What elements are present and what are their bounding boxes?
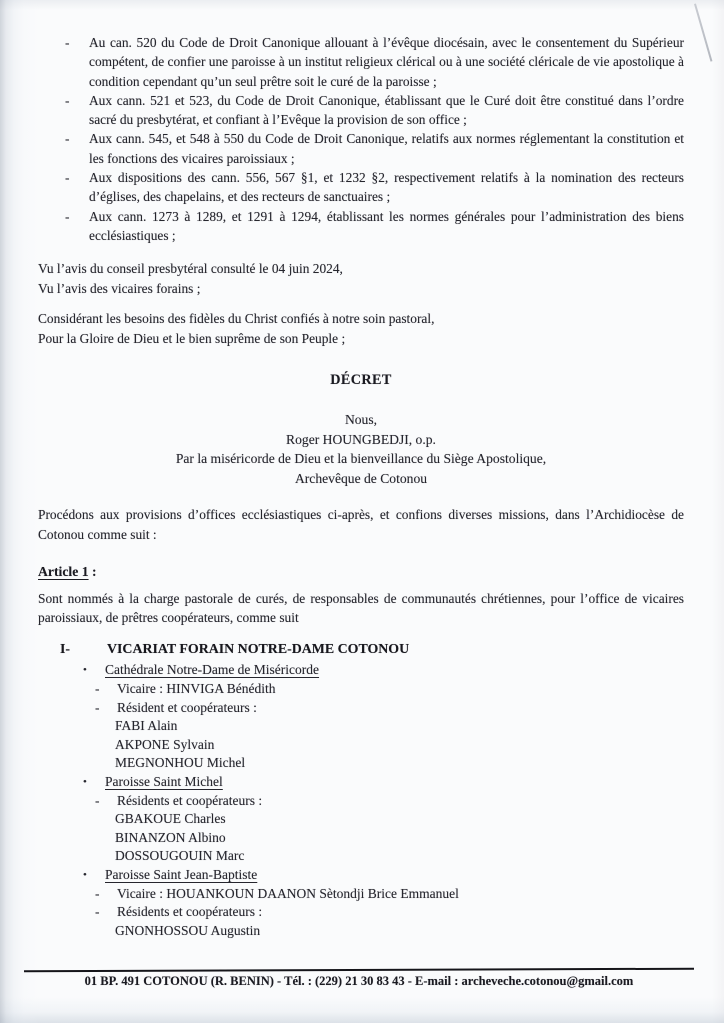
assignment-entry bbox=[38, 736, 684, 755]
dash-marker: - bbox=[95, 885, 100, 901]
canon-citations-list bbox=[38, 33, 684, 245]
parish-name: Paroisse Saint Jean-Baptiste bbox=[105, 866, 258, 882]
canon-citation-item bbox=[38, 207, 684, 246]
dash-marker: - bbox=[95, 680, 100, 696]
canon-citation-text: Aux cann. 521 et 523, du Code de Droit Canonique, établissant que le Curé doit être constitué dans l’ordre sacré du presbytérat, et confiant à l’Evêque la provision de son office ; bbox=[89, 92, 684, 128]
assignment-text: Résidents et coopérateurs : bbox=[117, 792, 263, 808]
authority-line: Nous, bbox=[344, 411, 378, 427]
assignment-text: GNONHOSSOU Augustin bbox=[115, 922, 261, 938]
assignment-entry bbox=[38, 810, 684, 829]
assignment-entry bbox=[38, 829, 684, 848]
dash-marker: - bbox=[65, 131, 70, 147]
issuing-authority bbox=[38, 410, 684, 488]
canon-citation-text: Au can. 520 du Code de Droit Canonique allouant à l’évêque diocésain, avec le consentement du Supérieur compétent, de confier une paroisse à un institut religieux clérical ou à une société cléricale de vie apostolique à condition cependant qu’un seul prêtre soit le curé de la paroisse ; bbox=[89, 35, 684, 89]
assignment-text: BINANZON Albino bbox=[115, 829, 226, 845]
canon-citation-text: Aux dispositions des cann. 556, 567 §1, et 1232 §2, respectivement relatifs à la nomination des recteurs d’églises, des chapelains, et des recteurs de sanctuaires ; bbox=[89, 170, 684, 205]
footer-contact-info: 01 BP. 491 COTONOU (R. BENIN) - Tél. : (229) 21 30 83 43 - E-mail : archeveche.cotonou@gmail.com bbox=[84, 974, 634, 988]
assignment-text: FABI Alain bbox=[115, 718, 178, 734]
parish-heading-row bbox=[38, 866, 684, 885]
parish-name: Paroisse Saint Michel bbox=[105, 773, 223, 789]
decree-title: DÉCRET bbox=[330, 371, 392, 388]
dash-marker: - bbox=[65, 35, 70, 50]
assignment-entry bbox=[38, 680, 684, 699]
assignment-entry bbox=[38, 903, 684, 922]
assignment-entry bbox=[38, 885, 684, 904]
vu-statements bbox=[38, 259, 684, 298]
provisions-intro-paragraph: Procédons aux provisions d’offices ecclésiastiques ci-après, et confions diverses missions, dans l’Archidiocèse de Cotonou comme suit : bbox=[38, 507, 684, 543]
assignment-text: Vicaire : HINVIGA Bénédith bbox=[117, 680, 276, 696]
assignment-entry bbox=[38, 717, 684, 736]
dash-marker: - bbox=[95, 792, 100, 808]
considerant-line: Considérant les besoins des fidèles du Christ confiés à notre soin pastoral, bbox=[38, 311, 435, 327]
assignment-text: Vicaire : HOUANKOUN DAANON Sètondji Brice Emmanuel bbox=[117, 885, 459, 901]
bullet-marker: • bbox=[83, 664, 87, 677]
authority-line: Archevêque de Cotonou bbox=[294, 470, 428, 486]
bullet-marker: • bbox=[83, 775, 87, 788]
vicariat-section bbox=[38, 641, 684, 941]
canon-citation-item bbox=[38, 168, 684, 207]
article-1-intro: Sont nommés à la charge pastorale de curés, de responsables de communautés chrétiennes, pour l’office de vicaires paroissiaux, de prêtres coopérateurs, comme suit bbox=[38, 590, 684, 626]
assignment-text: GBAKOUE Charles bbox=[115, 811, 226, 827]
assignment-text: DOSSOUGOUIN Marc bbox=[115, 848, 245, 864]
assignment-entry bbox=[38, 699, 684, 718]
assignment-text: Résident et coopérateurs : bbox=[117, 699, 257, 715]
assignment-entry bbox=[38, 792, 684, 811]
dash-marker: - bbox=[65, 92, 70, 108]
assignment-text: MEGNONHOU Michel bbox=[115, 755, 246, 771]
letterhead-footer bbox=[24, 969, 694, 989]
vu-line: Vu l’avis du conseil presbytéral consulté le 04 juin 2024, bbox=[38, 261, 343, 277]
authority-line: Par la miséricorde de Dieu et la bienveillance du Siège Apostolique, bbox=[175, 451, 547, 467]
assignment-entry bbox=[38, 754, 684, 773]
authority-line: Roger HOUNGBEDJI, o.p. bbox=[286, 431, 436, 447]
section-numeral: I- bbox=[60, 641, 71, 657]
canon-citation-item bbox=[38, 33, 684, 91]
dash-marker: - bbox=[95, 699, 100, 715]
assignment-entry bbox=[38, 922, 684, 941]
parish-name: Cathédrale Notre-Dame de Miséricorde bbox=[105, 662, 320, 678]
assignment-text: Résidents et coopérateurs : bbox=[117, 904, 263, 920]
vicariat-section-heading bbox=[38, 641, 684, 660]
assignment-text: AKPONE Sylvain bbox=[115, 736, 215, 752]
parish-heading-row bbox=[38, 661, 684, 680]
article-1-heading bbox=[38, 562, 684, 581]
vu-line: Vu l’avis des vicaires forains ; bbox=[38, 280, 201, 296]
canon-citation-item bbox=[38, 91, 684, 130]
canon-citation-item bbox=[38, 129, 684, 168]
section-title: VICARIAT FORAIN NOTRE-DAME COTONOU bbox=[107, 641, 410, 657]
dash-marker: - bbox=[65, 208, 70, 224]
parish-heading-row bbox=[38, 773, 684, 792]
footer-divider bbox=[24, 968, 694, 973]
canon-citation-text: Aux cann. 1273 à 1289, et 1291 à 1294, établissant les normes générales pour l’administration des biens ecclésiastiques ; bbox=[89, 208, 684, 243]
considerant-statements bbox=[38, 309, 684, 348]
dash-marker: - bbox=[95, 904, 100, 920]
assignment-entry bbox=[38, 847, 684, 866]
article-1-colon: : bbox=[88, 564, 97, 580]
canon-citation-text: Aux cann. 545, et 548 à 550 du Code de Droit Canonique, relatifs aux normes réglementant la constitution et les fonctions des vicaires paroissiaux ; bbox=[89, 131, 684, 166]
bullet-marker: • bbox=[83, 868, 87, 881]
considerant-line: Pour la Gloire de Dieu et le bien suprême de son Peuple ; bbox=[38, 331, 346, 347]
dash-marker: - bbox=[65, 170, 70, 186]
article-1-label: Article 1 bbox=[38, 564, 89, 580]
